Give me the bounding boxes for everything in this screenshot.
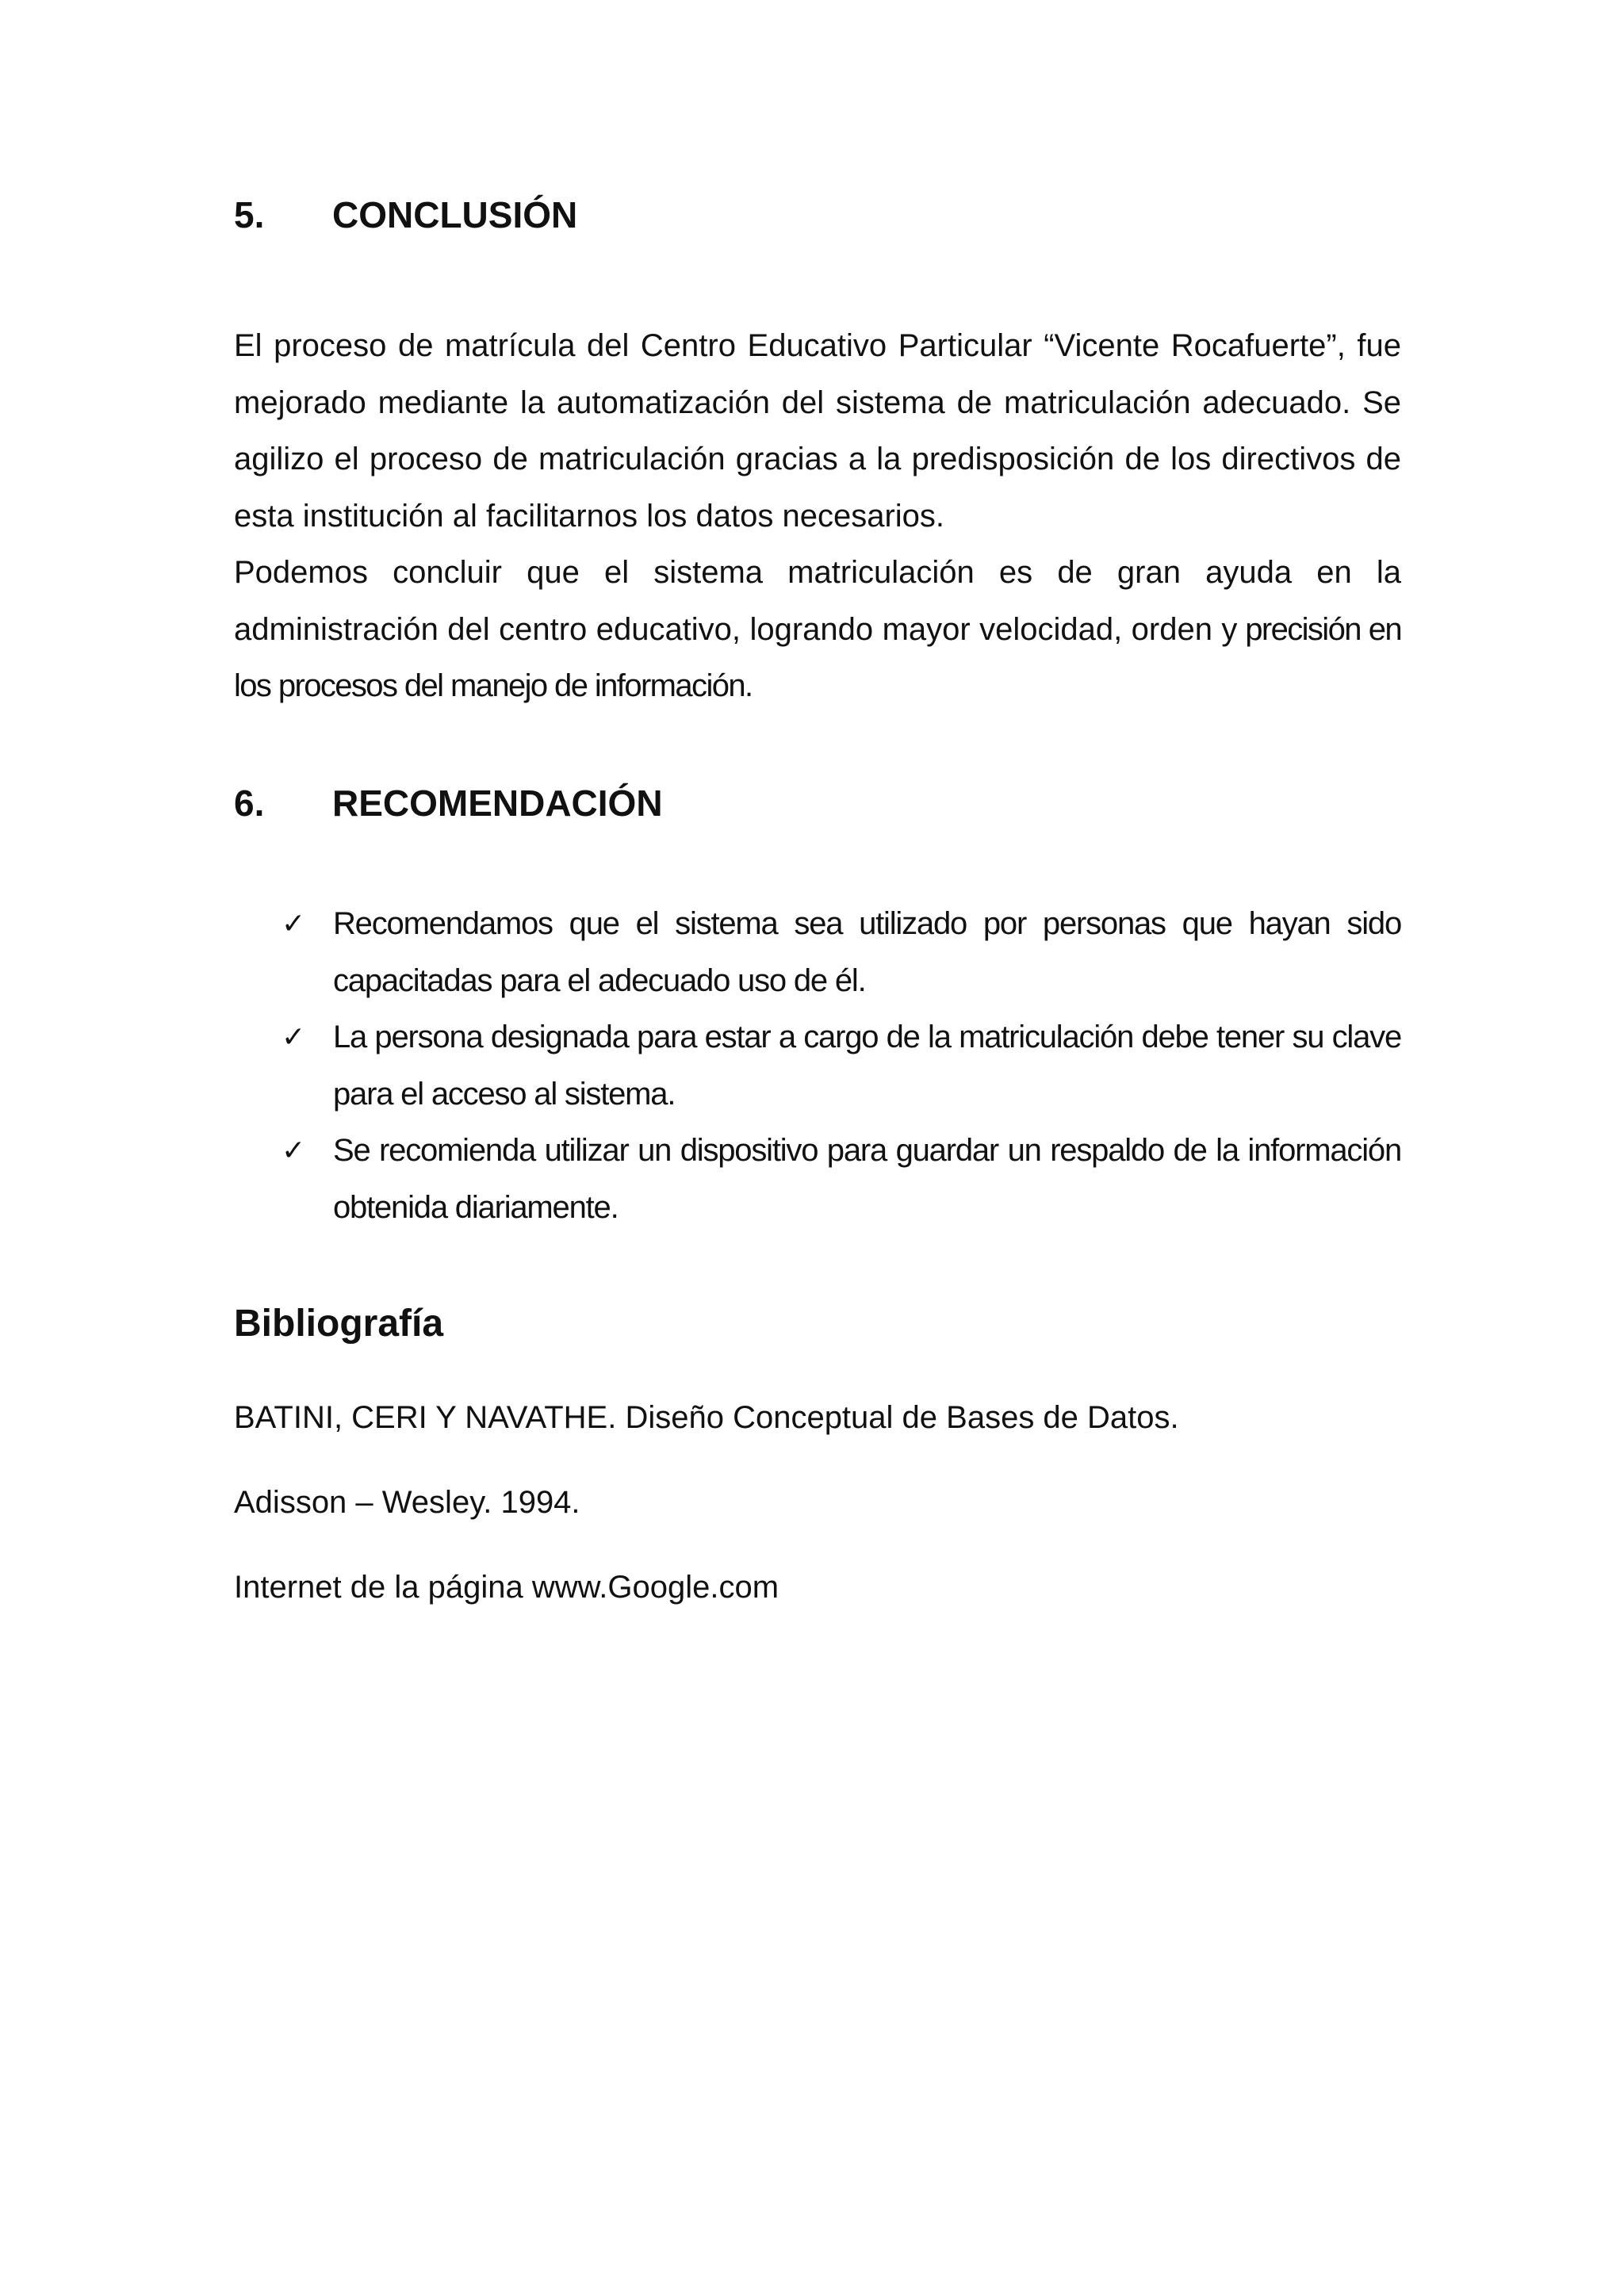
list-item xyxy=(282,896,1401,1009)
list-item xyxy=(282,1123,1401,1236)
list-item xyxy=(282,1009,1401,1123)
recommendation-text: Se recomienda utilizar un dispositivo para guardar un respaldo de la información obtenida diariamente. xyxy=(333,1133,1401,1225)
recommendation-text: La persona designada para estar a cargo de la matriculación debe tener su clave para el acceso al sistema. xyxy=(333,1020,1401,1112)
recommendation-text: Recomendamos que el sistema sea utilizado por personas que hayan sido capacitadas para el adecuado uso de él. xyxy=(333,906,1401,998)
conclusion-paragraph-1: El proceso de matrícula del Centro Educativo Particular “Vicente Rocafuerte”, fue mejorado mediante la automatización del sistema de matriculación adecuado. Se agilizo el proceso de matriculación gracias a la predisposición de los directivos de esta institución al facilitarnos los datos necesarios. xyxy=(234,328,1401,534)
section-heading-conclusion xyxy=(234,194,578,235)
section-number: 6. xyxy=(234,783,265,824)
bibliography-entry: Adisson – Wesley. 1994. xyxy=(234,1485,580,1520)
section-number: 5. xyxy=(234,194,265,235)
recommendation-list xyxy=(282,896,1401,1236)
conclusion-paragraph-2-tail: precisión en los procesos del manejo de información. xyxy=(234,611,1402,703)
section-title: CONCLUSIÓN xyxy=(332,194,578,235)
bibliography-heading: Bibliografía xyxy=(234,1303,444,1345)
checkmark-icon: ✓ xyxy=(282,908,306,940)
bibliography-entry: Internet de la página www.Google.com xyxy=(234,1570,779,1605)
checkmark-icon: ✓ xyxy=(282,1135,306,1167)
bibliography-entry: BATINI, CERI Y NAVATHE. Diseño Conceptual de Bases de Datos. xyxy=(234,1400,1179,1435)
checkmark-icon: ✓ xyxy=(282,1021,306,1054)
conclusion-paragraph-2 xyxy=(234,545,1401,715)
section-heading-recommendation xyxy=(234,783,663,824)
section-title: RECOMENDACIÓN xyxy=(332,783,663,824)
conclusion-paragraph-2-main: Podemos concluir que el sistema matriculación es de gran ayuda en la administración del centro educativo, logrando mayor velocidad, orden y xyxy=(234,555,1401,647)
